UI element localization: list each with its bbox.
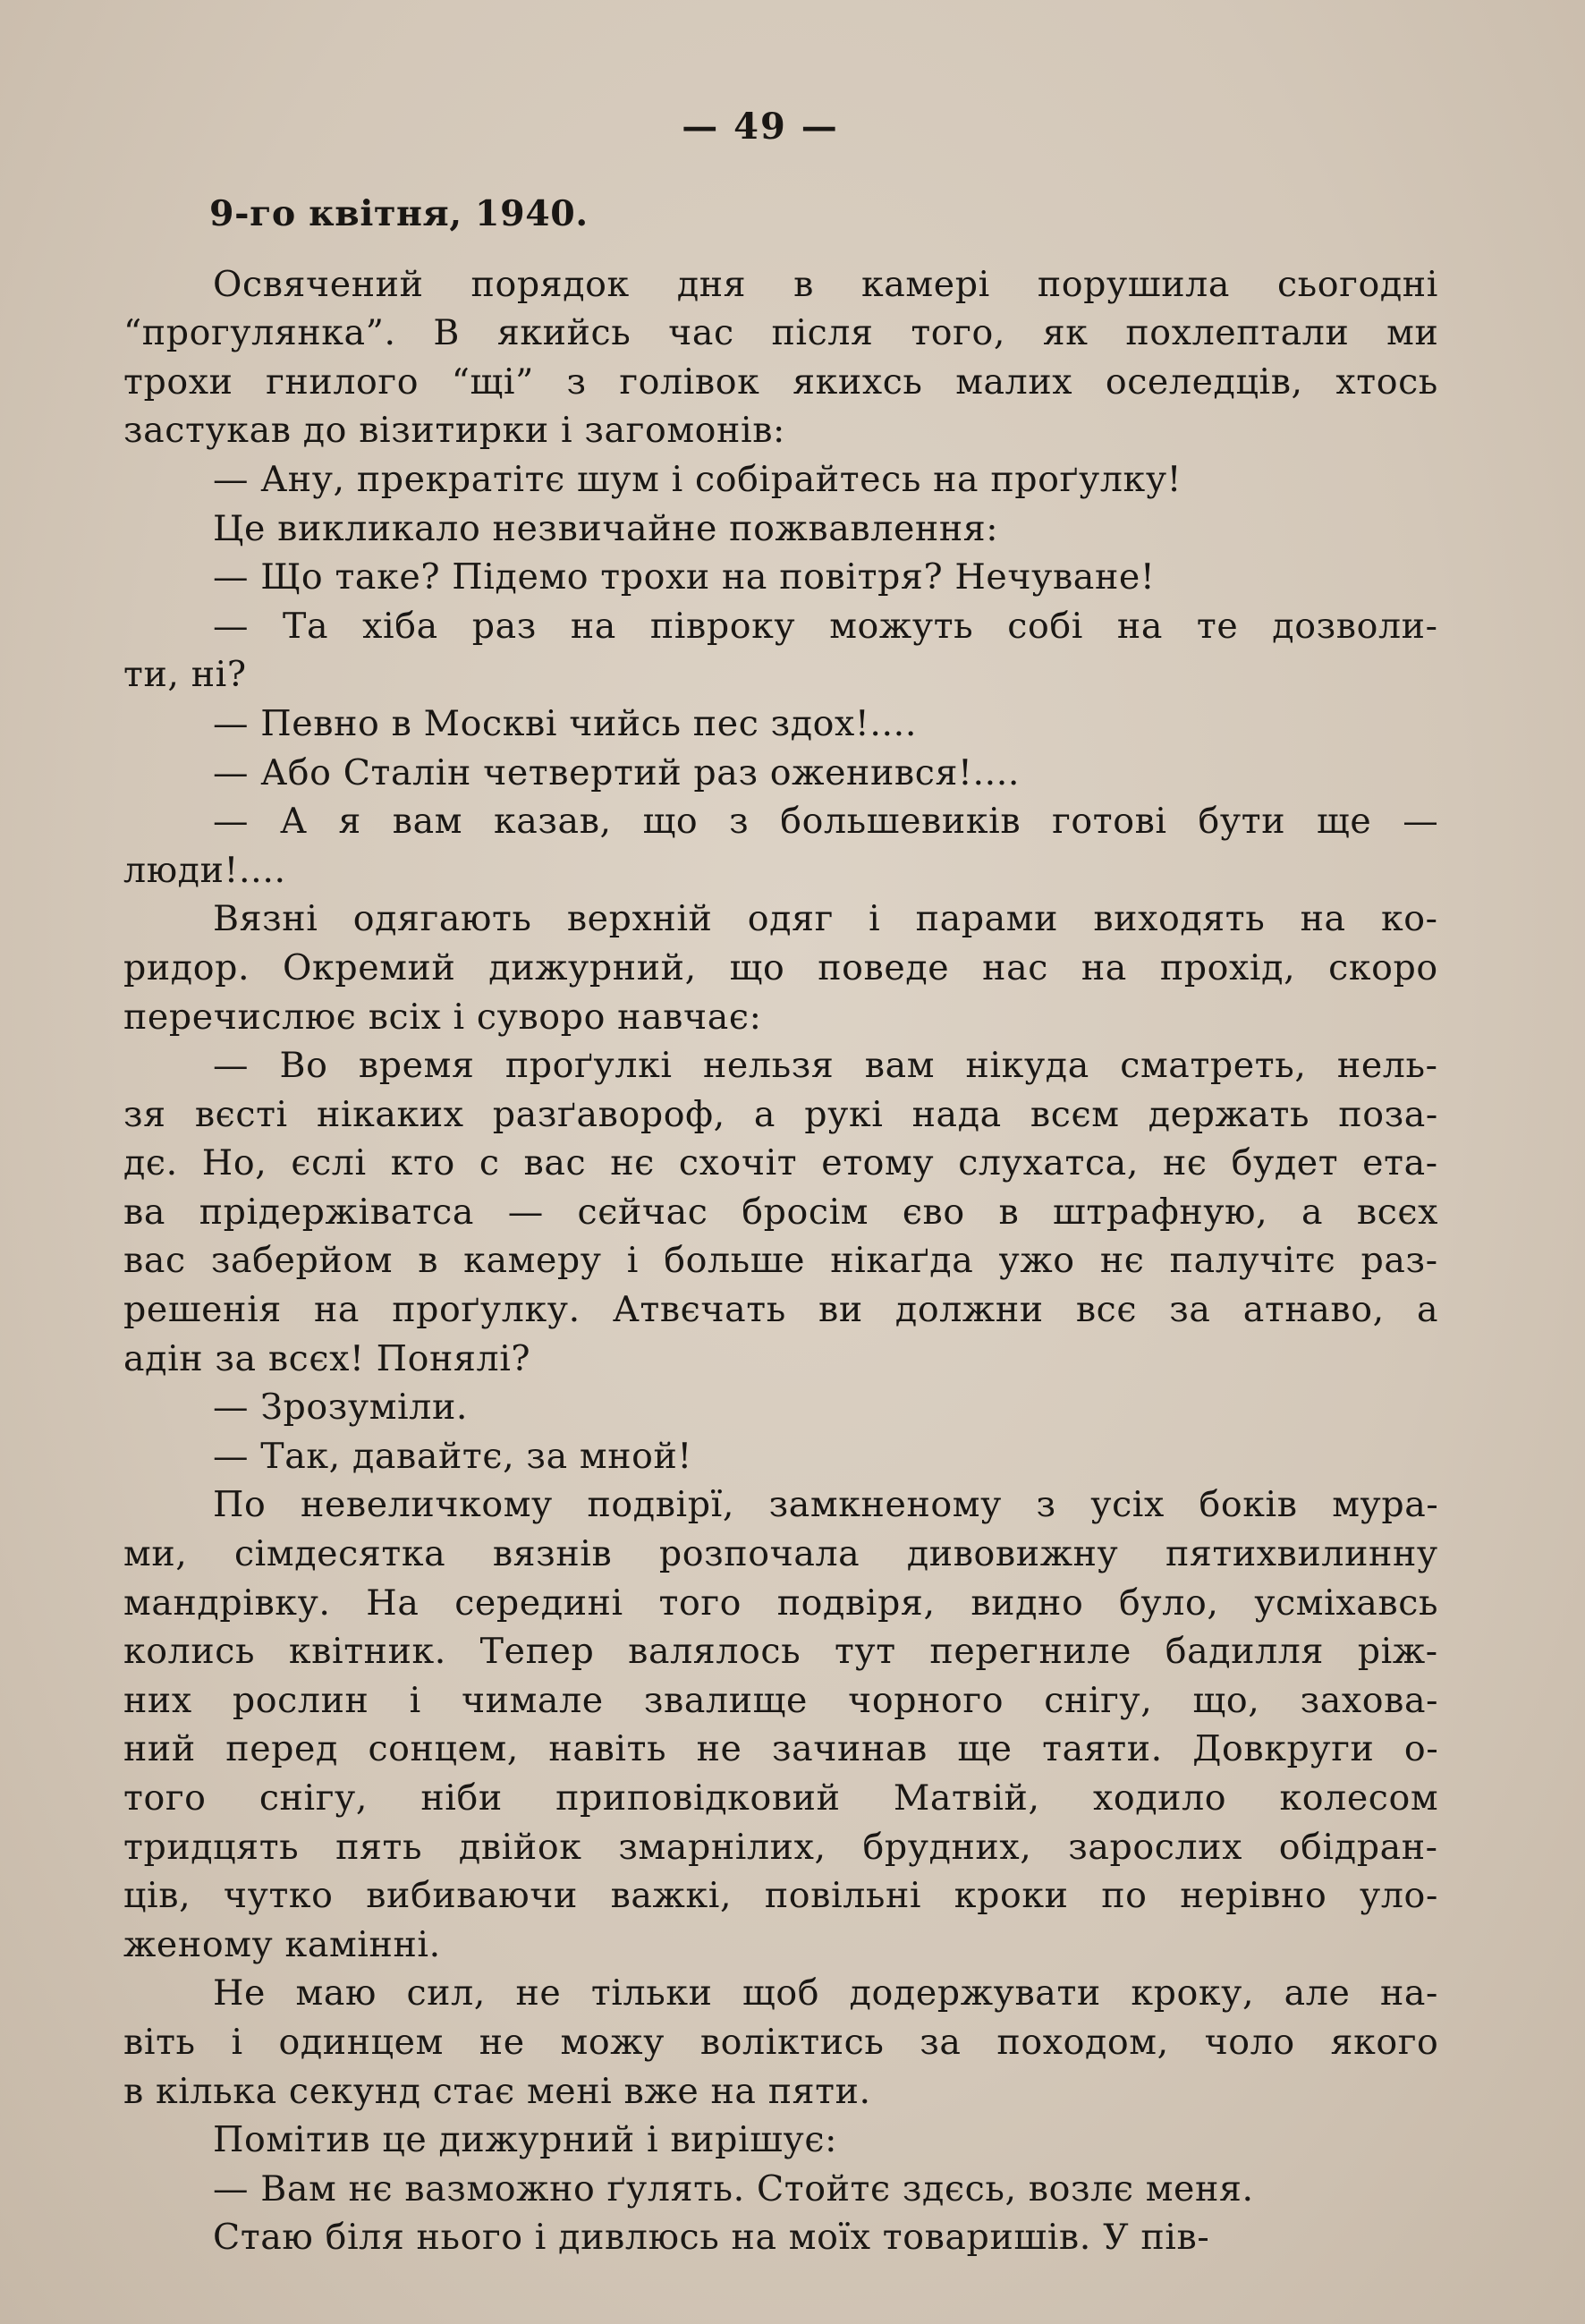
text-line: віть і одинцем не можу воліктись за походом, чоло якого: [123, 2021, 1439, 2063]
text-line: колись квітник. Тепер валялось тут перегниле бадилля ріж-: [123, 1631, 1438, 1673]
text-line: — Або Сталін четвертий раз оженився!....: [213, 751, 1021, 793]
text-line: дє. Но, єслі кто с вас нє схочіт етому слухатса, нє будет ета-: [123, 1142, 1438, 1184]
text-line: Помітив це дижурний і вирішує:: [213, 2119, 838, 2161]
text-line: перечислює всіх і суворо навчає:: [123, 996, 762, 1038]
text-line: ний перед сонцем, навіть не зачинав ще таяти. Довкруги о-: [123, 1728, 1439, 1770]
text-line: мандрівку. На середині того подвіря, видно було, усміхавсь: [123, 1582, 1439, 1624]
text-line: застукав до візитирки і загомонів:: [123, 410, 785, 452]
text-line: решенія на проґулку. Атвєчать ви должни всє за атнаво, а: [123, 1289, 1439, 1331]
text-line: ців, чутко вибиваючи важкі, повільні кроки по нерівно уло-: [123, 1875, 1438, 1917]
text-line: трохи гнилого “щі” з голівок якихсь малих оселедців, хтось: [123, 360, 1438, 403]
page-text: [123, 190, 1438, 2262]
text-line: — Зрозуміли.: [213, 1387, 469, 1429]
text-line: — Вам нє вазможно ґулять. Стойтє здєсь, возлє меня.: [213, 2167, 1254, 2209]
text-line: женому камінні.: [123, 1923, 441, 1965]
text-line: адін за всєх! Понялі?: [123, 1337, 531, 1379]
text-line: Освячений порядок дня в камері порушила сьогодні: [213, 263, 1438, 305]
text-line: ми, сімдесятка вязнів розпочала дивовижну пятихвилинну: [123, 1533, 1438, 1575]
text-line: ва прідержіватса — сєйчас бросім єво в штрафную, а всєх: [123, 1191, 1439, 1233]
text-line: Не маю сил, не тільки щоб додержувати кроку, але на-: [213, 1972, 1438, 2014]
text-line: — Во время проґулкі нельзя вам нікуда сматреть, нель-: [213, 1045, 1438, 1087]
text-line: того снігу, ніби приповідковий Матвій, ходило колесом: [123, 1777, 1439, 1819]
text-line: По невеличкому подвірї, замкненому з усіх боків мура-: [213, 1484, 1439, 1526]
text-line: Стаю біля нього і дивлюсь на моїх товаришів. У пів-: [213, 2217, 1210, 2259]
text-line: “прогулянка”. В якийсь час після того, як похлептали ми: [123, 312, 1439, 354]
text-line: — Ану, прекратітє шум і собірайтесь на проґулку!: [213, 458, 1182, 500]
page-number: — 49 —: [682, 106, 839, 148]
text-lines: [123, 260, 1438, 2262]
text-line: Вязні одягають верхній одяг і парами виходять на ко-: [213, 898, 1438, 940]
text-line: — Що таке? Підемо трохи на повітря? Нечуване!: [213, 556, 1156, 598]
text-line: — Певно в Москві чийсь пес здох!....: [213, 702, 917, 744]
text-line: тридцять пять двійок змарнілих, брудних, зарослих обідран-: [123, 1826, 1438, 1868]
text-line: в кілька секунд стає мені вже на пяти.: [123, 2070, 871, 2112]
text-line: вас заберйом в камеру і больше нікаґда ужо нє палучітє раз-: [123, 1240, 1438, 1282]
text-line: них рослин і чимале звалище чорного снігу, що, захова-: [123, 1679, 1439, 1721]
text-line: — А я вам казав, що з большевиків готові бути ще —: [213, 801, 1439, 843]
date-heading: 9-го квітня, 1940.: [209, 193, 589, 234]
text-line: — Так, давайтє, за мной!: [213, 1435, 692, 1477]
text-line: ридор. Окремий дижурний, що поведе нас на прохід, скоро: [123, 946, 1438, 988]
text-line: зя вєсті нікаких разґавороф, а рукі нада всєм держать поза-: [123, 1093, 1438, 1135]
text-line: ти, ні?: [123, 654, 247, 696]
text-line: люди!....: [123, 849, 286, 891]
text-line: Це викликало незвичайне пожвавлення:: [213, 507, 999, 549]
text-line: — Та хіба раз на півроку можуть собі на те дозволи-: [213, 605, 1438, 647]
